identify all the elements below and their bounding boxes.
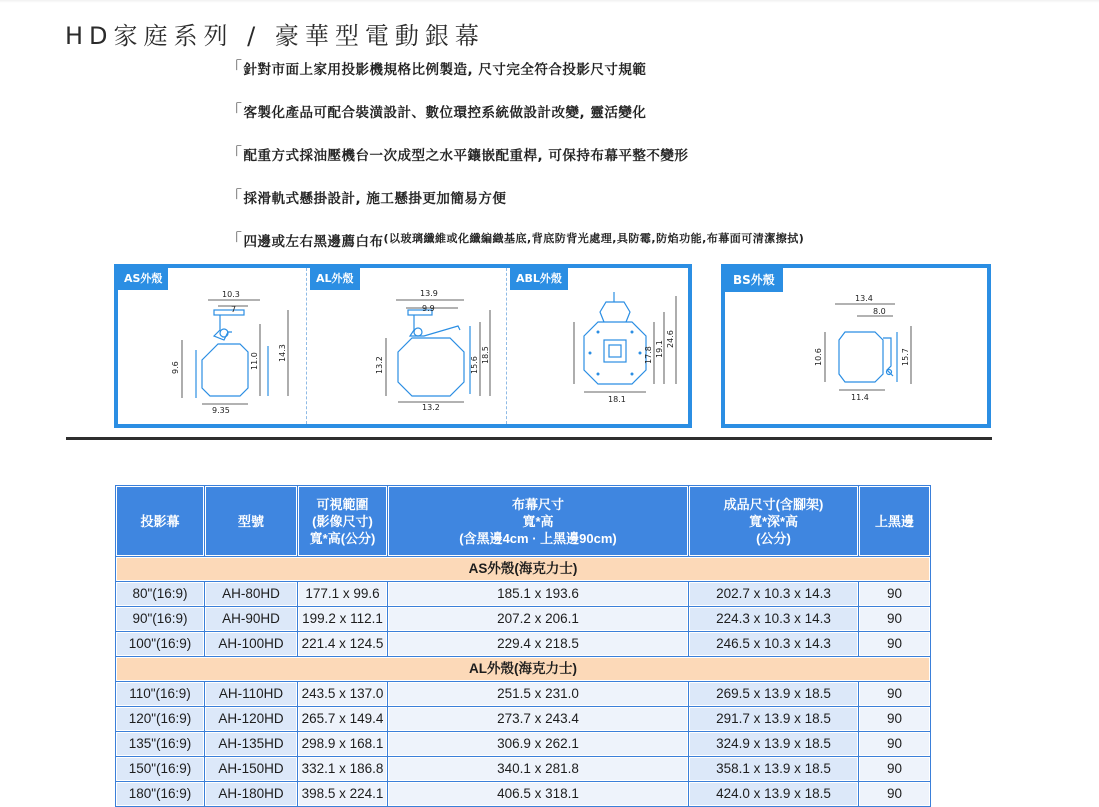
dim-label: 10.6 bbox=[814, 348, 823, 366]
bs-housing-panel bbox=[721, 264, 991, 428]
col-header-product: 成品尺寸(含腳架) 寬*深*高 (公分) bbox=[689, 486, 858, 556]
col-header-model: 型號 bbox=[205, 486, 297, 556]
table-row: 135"(16:9) AH-135HD 298.9 x 168.1 306.9 x 262.1 324.9 x 13.9 x 18.5 90 bbox=[116, 732, 930, 756]
table-row: 120"(16:9) AH-120HD 265.7 x 149.4 273.7 x 243.4 291.7 x 13.9 x 18.5 90 bbox=[116, 707, 930, 731]
bracket-mark: 「 bbox=[226, 58, 243, 77]
col-header-top-border: 上黑邊 bbox=[859, 486, 930, 556]
table-row: 100"(16:9) AH-100HD 221.4 x 124.5 229.4 x 218.5 246.5 x 10.3 x 14.3 90 bbox=[116, 632, 930, 656]
dim-label: 14.3 bbox=[278, 344, 287, 362]
as-housing-diagram bbox=[158, 284, 298, 414]
bracket-mark: 「 bbox=[226, 101, 243, 120]
feature-item: 「 四邊或左右黑邊薦白布 (以玻璃纖維或化纖編織基底,背底防背光處理,具防霉,防焰功能,布幕面可清潔擦拭) bbox=[226, 230, 804, 273]
dim-label: 24.6 bbox=[666, 330, 675, 348]
table-row: 80"(16:9) AH-80HD 177.1 x 99.6 185.1 x 193.6 202.7 x 10.3 x 14.3 90 bbox=[116, 582, 930, 606]
feature-list bbox=[226, 58, 804, 273]
dim-label: 9.35 bbox=[212, 406, 230, 414]
dim-label: 13.4 bbox=[855, 294, 873, 303]
panel-divider bbox=[306, 268, 307, 424]
dim-label: 18.1 bbox=[608, 395, 626, 404]
abl-housing-diagram bbox=[554, 282, 690, 416]
dim-label: 13.9 bbox=[420, 289, 438, 298]
dim-label: 17.8 bbox=[644, 346, 653, 364]
dim-label: 13.2 bbox=[422, 403, 440, 412]
as-housing-tag: AS外殼 bbox=[118, 268, 168, 290]
panel-divider bbox=[506, 268, 507, 424]
dim-label: 15.6 bbox=[470, 356, 479, 374]
housing-diagram-panel bbox=[114, 264, 692, 428]
feature-item: 「 針對市面上家用投影機規格比例製造, 尺寸完全符合投影尺寸規範 bbox=[226, 58, 804, 101]
dim-label: 13.2 bbox=[375, 356, 384, 374]
dim-label: 9.9 bbox=[422, 304, 435, 313]
dim-label: 11.0 bbox=[250, 352, 259, 370]
bracket-mark: 「 bbox=[226, 144, 243, 163]
abl-housing-tag: ABL外殼 bbox=[510, 268, 568, 290]
table-header-row bbox=[116, 486, 930, 556]
dim-label: 15.7 bbox=[901, 348, 910, 366]
al-housing-diagram bbox=[354, 282, 494, 416]
al-housing-tag: AL外殼 bbox=[310, 268, 360, 290]
bracket-mark: 「 bbox=[226, 230, 243, 249]
bs-housing-tag: BS外殼 bbox=[725, 268, 783, 292]
spec-table bbox=[115, 485, 931, 807]
dim-label: 19.1 bbox=[655, 340, 664, 358]
col-header-viewable: 可視範圍 (影像尺寸) 寬*高(公分) bbox=[298, 486, 387, 556]
table-row: 150"(16:9) AH-150HD 332.1 x 186.8 340.1 x 281.8 358.1 x 13.9 x 18.5 90 bbox=[116, 757, 930, 781]
table-row: 90"(16:9) AH-90HD 199.2 x 112.1 207.2 x 206.1 224.3 x 10.3 x 14.3 90 bbox=[116, 607, 930, 631]
section-divider bbox=[66, 437, 992, 440]
feature-item: 「 客製化產品可配合裝潢設計、數位環控系統做設計改變, 靈活變化 bbox=[226, 101, 804, 144]
col-header-screen: 投影幕 bbox=[116, 486, 204, 556]
feature-item: 「 採滑軌式懸掛設計, 施工懸掛更加簡易方便 bbox=[226, 187, 804, 230]
dim-label: 10.3 bbox=[222, 290, 240, 299]
table-row: 180"(16:9) AH-180HD 398.5 x 224.1 406.5 x 318.1 424.0 x 13.9 x 18.5 90 bbox=[116, 782, 930, 806]
dim-label: 7 bbox=[231, 305, 237, 314]
feature-item: 「 配重方式採油壓機台一次成型之水平鑲嵌配重桿, 可保持布幕平整不變形 bbox=[226, 144, 804, 187]
top-shadow-line bbox=[0, 0, 1099, 3]
bs-housing-diagram bbox=[795, 286, 975, 410]
table-row: 110"(16:9) AH-110HD 243.5 x 137.0 251.5 x 231.0 269.5 x 13.9 x 18.5 90 bbox=[116, 682, 930, 706]
dim-label: 18.5 bbox=[481, 346, 490, 364]
page-title: HD家庭系列 / 豪華型電動銀幕 bbox=[65, 22, 485, 50]
dim-label: 8.0 bbox=[873, 307, 886, 316]
section-row: AL外殼(海克力士) bbox=[116, 657, 930, 681]
col-header-fabric: 布幕尺寸 寬*高 (含黑邊4cm · 上黑邊90cm) bbox=[388, 486, 688, 556]
bracket-mark: 「 bbox=[226, 187, 243, 206]
dim-label: 9.6 bbox=[171, 361, 180, 374]
dim-label: 11.4 bbox=[851, 393, 869, 402]
section-row: AS外殼(海克力士) bbox=[116, 557, 930, 581]
